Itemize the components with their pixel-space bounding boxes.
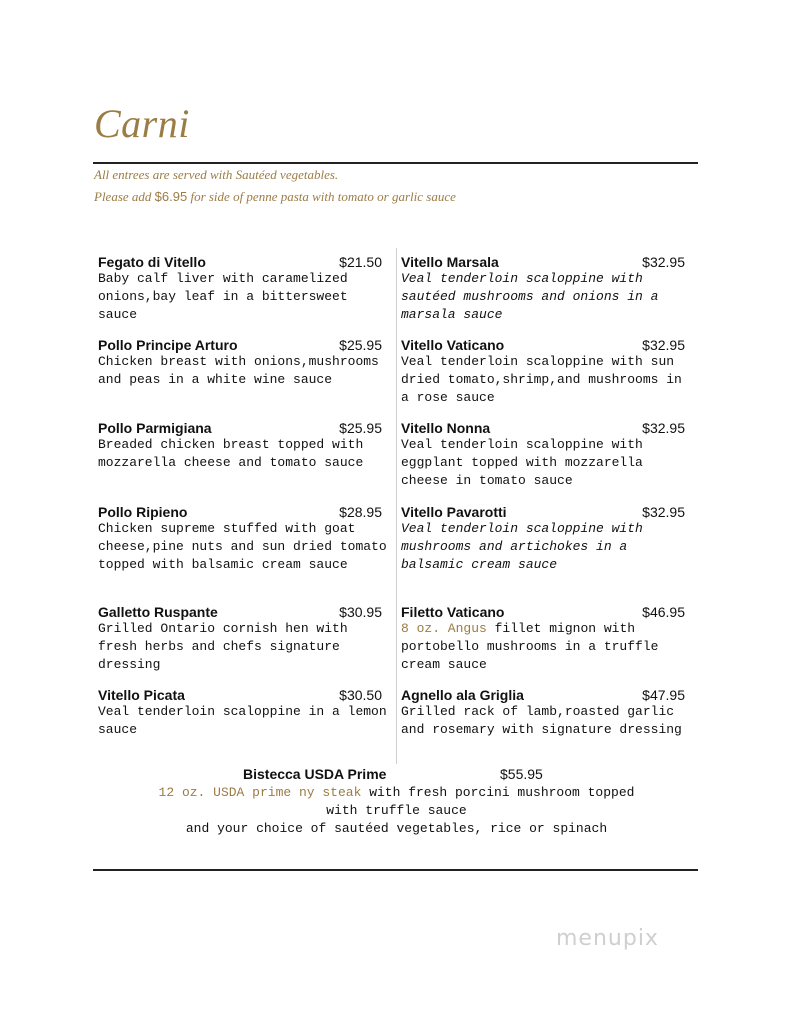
special-description-line [94,784,699,802]
menu-item [98,504,390,604]
page-title: Carni [94,101,190,146]
menu-item [401,420,693,503]
item-description: Grilled Ontario cornish hen with fresh herbs and chefs signature dressing [98,620,348,672]
item-description: Chicken breast with onions,mushrooms and peas in a white wine sauce [98,354,379,388]
item-name: Vitello Vaticano [401,337,505,354]
item-description [401,620,693,674]
item-price: $30.50 [339,686,382,703]
item-description: Veal tenderloin scaloppine with sautéed mushrooms and onions in a marsala sauce [401,271,659,322]
item-price: $32.95 [642,503,685,520]
menu-item [98,420,390,503]
menu-item [401,254,693,337]
menu-item [401,687,693,770]
menu-item [401,504,693,604]
item-description: Breaded chicken breast topped with mozzarella cheese and tomato sauce [98,437,364,471]
item-description: Veal tenderloin scaloppine with eggplant topped with mozzarella cheese in tomato sauce [401,437,643,489]
item-price: $32.95 [642,420,685,437]
special-name: Bistecca USDA Prime [243,766,387,782]
pasta-note-prefix: Please add [94,189,155,204]
special-description-line: and your choice of sautéed vegetables, rice or spinach [185,821,608,836]
item-price: $46.95 [642,603,685,620]
item-name: Pollo Principe Arturo [98,337,238,354]
item-price: $28.95 [339,503,382,520]
special-price: $55.95 [500,766,543,782]
item-price: $25.95 [339,337,382,354]
left-menu-column [98,254,390,770]
watermark-logo: menupix [556,926,659,951]
menu-item [98,604,390,687]
item-price: $47.95 [642,686,685,703]
right-menu-column [401,254,693,770]
item-description: Veal tenderloin scaloppine in a lemon sauce [98,703,387,737]
item-description-highlight: 8 oz. Angus [401,620,487,636]
item-price: $32.95 [642,337,685,354]
menu-item [401,337,693,420]
item-description: Chicken supreme stuffed with goat cheese,pine nuts and sun dried tomato topped with balsamic cream sauce [98,520,387,572]
pasta-note-suffix: for side of penne pasta with tomato or garlic sauce [187,189,456,204]
item-name: Vitello Pavarotti [401,503,507,520]
item-name: Vitello Marsala [401,254,499,270]
menu-item [98,687,390,770]
item-name: Vitello Picata [98,686,185,703]
special-description-line: with truffle sauce [326,803,467,818]
item-name: Pollo Ripieno [98,503,188,520]
item-description: Veal tenderloin scaloppine with sun dried tomato,shrimp,and mushrooms in a rose sauce [401,354,682,406]
item-name: Fegato di Vitello [98,254,206,270]
pasta-note [94,189,456,205]
served-note: All entrees are served with Sautéed vegetables. [94,167,339,182]
item-price: $32.95 [642,254,685,270]
bottom-divider [93,869,698,871]
menu-item [98,337,390,420]
item-name: Agnello ala Griglia [401,686,524,703]
item-description: Grilled rack of lamb,roasted garlic and rosemary with signature dressing [401,703,682,737]
item-name: Vitello Nonna [401,420,491,437]
item-name: Filetto Vaticano [401,603,505,620]
special-description-highlight: 12 oz. USDA prime ny steak [158,785,362,800]
special-item [94,766,699,838]
menu-item [98,254,390,337]
menu-item [401,604,693,687]
pasta-note-price: $6.95 [154,189,188,204]
top-divider [93,162,698,164]
item-price: $21.50 [339,254,382,270]
item-description: Baby calf liver with caramelized onions,bay leaf in a bittersweet sauce [98,271,348,322]
item-description: Veal tenderloin scaloppine with mushrooms and artichokes in a balsamic cream sauce [401,520,643,572]
item-price: $30.95 [339,603,382,620]
item-price: $25.95 [339,420,382,437]
item-description-rest: fillet mignon with portobello mushrooms in a truffle cream sauce [401,620,659,672]
column-divider [396,248,397,764]
item-name: Pollo Parmigiana [98,420,212,437]
special-description-rest: with fresh porcini mushroom topped [361,785,635,800]
item-name: Galletto Ruspante [98,603,218,620]
